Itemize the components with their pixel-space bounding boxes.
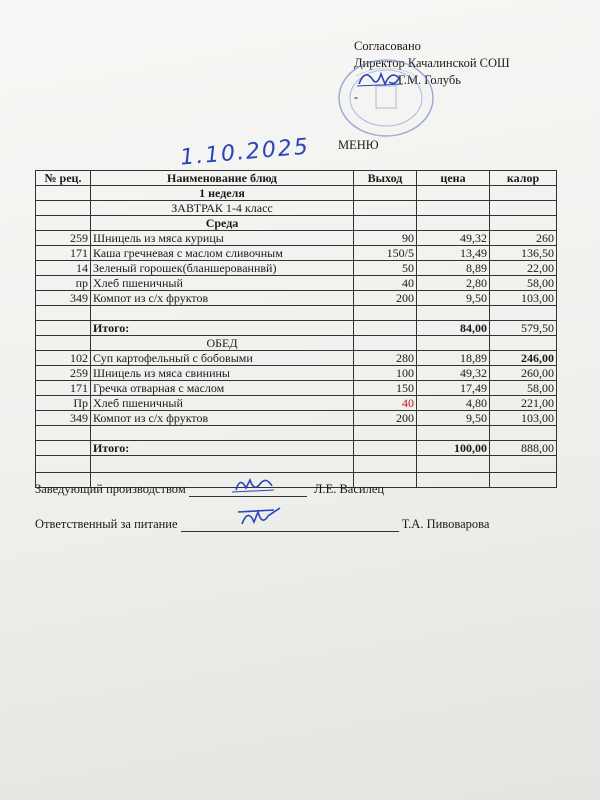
recipe-num: 171 bbox=[36, 246, 91, 261]
dish-name: Каша гречневая с маслом сливочным bbox=[91, 246, 354, 261]
dish-name: Хлеб пшеничный bbox=[91, 396, 354, 411]
dish-calories: 246,00 bbox=[490, 351, 557, 366]
meal-label-breakfast: ЗАВТРАК 1-4 класс bbox=[91, 201, 354, 216]
total-calories: 579,50 bbox=[490, 321, 557, 336]
responsible-signature bbox=[234, 504, 284, 530]
menu-table bbox=[35, 170, 557, 488]
total-row-breakfast bbox=[36, 321, 557, 336]
recipe-num: 14 bbox=[36, 261, 91, 276]
table-row bbox=[36, 261, 557, 276]
responsible-name: Т.А. Пивоварова bbox=[401, 517, 490, 531]
table-row bbox=[36, 366, 557, 381]
dish-output: 40 bbox=[354, 396, 417, 411]
dish-output: 40 bbox=[354, 276, 417, 291]
header-recipe-num: № рец. bbox=[36, 171, 91, 186]
week-row bbox=[36, 186, 557, 201]
recipe-num: 349 bbox=[36, 411, 91, 426]
dish-output: 200 bbox=[354, 291, 417, 306]
dish-price: 9,50 bbox=[417, 411, 490, 426]
meal-row-lunch bbox=[36, 336, 557, 351]
dish-price: 9,50 bbox=[417, 291, 490, 306]
dish-price: 18,89 bbox=[417, 351, 490, 366]
production-name: Л.Е. Василец bbox=[313, 482, 385, 496]
empty-row bbox=[36, 426, 557, 441]
dish-name: Хлеб пшеничный bbox=[91, 276, 354, 291]
total-row-lunch bbox=[36, 441, 557, 456]
dish-name: Компот из с/х фруктов bbox=[91, 411, 354, 426]
dish-calories: 221,00 bbox=[490, 396, 557, 411]
recipe-num: 259 bbox=[36, 231, 91, 246]
dish-output: 50 bbox=[354, 261, 417, 276]
dish-name: Суп картофельный с бобовыми bbox=[91, 351, 354, 366]
dish-output: 150/5 bbox=[354, 246, 417, 261]
recipe-num: Пр bbox=[36, 396, 91, 411]
empty-row bbox=[36, 306, 557, 321]
recipe-num: 349 bbox=[36, 291, 91, 306]
approval-dash: - bbox=[354, 90, 359, 104]
recipe-num: 259 bbox=[36, 366, 91, 381]
meal-row-breakfast bbox=[36, 201, 557, 216]
dish-output: 280 bbox=[354, 351, 417, 366]
table-row bbox=[36, 231, 557, 246]
dish-output: 100 bbox=[354, 366, 417, 381]
dish-calories: 103,00 bbox=[490, 291, 557, 306]
dish-calories: 260,00 bbox=[490, 366, 557, 381]
director-signature bbox=[355, 66, 407, 90]
handwritten-date: 1.10.2025 bbox=[179, 134, 311, 171]
menu-title: МЕНЮ bbox=[338, 138, 379, 152]
approval-director: Директор Качалинской СОШ bbox=[354, 56, 510, 70]
header-calories: калор bbox=[490, 171, 557, 186]
signature-underline bbox=[181, 531, 399, 532]
dish-output: 150 bbox=[354, 381, 417, 396]
dish-name: Шницель из мяса свинины bbox=[91, 366, 354, 381]
dish-price: 49,32 bbox=[417, 231, 490, 246]
production-signature bbox=[232, 474, 276, 496]
total-label: Итого: bbox=[91, 441, 354, 456]
dish-price: 49,32 bbox=[417, 366, 490, 381]
header-dish-name: Наименование блюд bbox=[91, 171, 354, 186]
total-price: 84,00 bbox=[417, 321, 490, 336]
dish-name: Шницель из мяса курицы bbox=[91, 231, 354, 246]
signature-underline bbox=[189, 496, 307, 497]
table-row bbox=[36, 246, 557, 261]
recipe-num: 171 bbox=[36, 381, 91, 396]
table-header-row bbox=[36, 171, 557, 186]
dish-price: 4,80 bbox=[417, 396, 490, 411]
week-label: 1 неделя bbox=[91, 186, 354, 201]
approval-heading: Согласовано bbox=[354, 39, 421, 53]
total-label: Итого: bbox=[91, 321, 354, 336]
dish-output: 200 bbox=[354, 411, 417, 426]
table-row bbox=[36, 351, 557, 366]
day-label: Среда bbox=[91, 216, 354, 231]
dish-calories: 58,00 bbox=[490, 276, 557, 291]
recipe-num: 102 bbox=[36, 351, 91, 366]
dish-price: 8,89 bbox=[417, 261, 490, 276]
dish-name: Зеленый горошек(бланшерованнвй) bbox=[91, 261, 354, 276]
production-label: Заведующий производством bbox=[35, 482, 186, 496]
production-manager-line bbox=[35, 482, 384, 497]
header-price: цена bbox=[417, 171, 490, 186]
dish-calories: 260 bbox=[490, 231, 557, 246]
table-row bbox=[36, 381, 557, 396]
day-row bbox=[36, 216, 557, 231]
table-row bbox=[36, 396, 557, 411]
table-row bbox=[36, 276, 557, 291]
dish-price: 17,49 bbox=[417, 381, 490, 396]
dish-calories: 58,00 bbox=[490, 381, 557, 396]
total-price: 100,00 bbox=[417, 441, 490, 456]
table-row bbox=[36, 291, 557, 306]
dish-price: 13,49 bbox=[417, 246, 490, 261]
responsible-label: Ответственный за питание bbox=[35, 517, 178, 531]
dish-name: Гречка отварная с маслом bbox=[91, 381, 354, 396]
dish-calories: 136,50 bbox=[490, 246, 557, 261]
table-row bbox=[36, 411, 557, 426]
dish-price: 2,80 bbox=[417, 276, 490, 291]
dish-output: 90 bbox=[354, 231, 417, 246]
signature-row bbox=[36, 456, 557, 473]
dish-name: Компот из с/х фруктов bbox=[91, 291, 354, 306]
approval-name: Г.М. Голубь bbox=[398, 73, 461, 87]
dish-calories: 22,00 bbox=[490, 261, 557, 276]
header-output: Выход bbox=[354, 171, 417, 186]
dish-calories: 103,00 bbox=[490, 411, 557, 426]
total-calories: 888,00 bbox=[490, 441, 557, 456]
recipe-num: пр bbox=[36, 276, 91, 291]
meal-label-lunch: ОБЕД bbox=[91, 336, 354, 351]
